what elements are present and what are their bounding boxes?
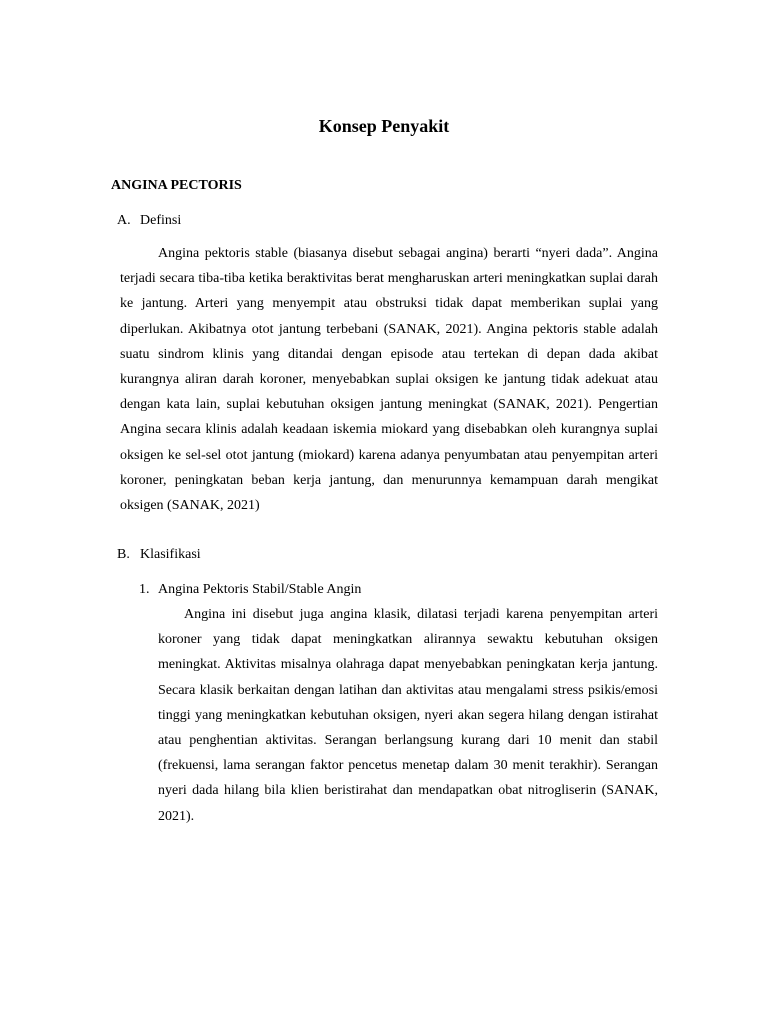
section-b-label: Klasifikasi xyxy=(140,547,201,562)
definition-paragraph: Angina pektoris stable (biasanya disebut sebagai angina) berarti “nyeri dada”. Angina terjadi secara tiba-tiba ketika beraktivitas berat mengharuskan arteri meningkatkan suplai darah ke jantung. Arteri yang menyempit atau obstruksi tidak dapat memberikan suplai yang diperlukan. Akibatnya otot jantung terbebani (SANAK, 2021). Angina pektoris stable adalah suatu sindrom klinis yang ditandai dengan episode atau tertekan di depan dada akibat kurangnya aliran darah koroner, menyebabkan suplai oksigen ke jantung tidak adekuat atau dengan kata lain, suplai kebutuhan oksigen jantung meningkat (SANAK, 2021). Pengertian Angina secara klinis adalah keadaan iskemia miokard yang disebabkan oleh kurangnya suplai oksigen ke sel-sel otot jantung (miokard) karena adanya penyumbatan atau penyempitan arteri koroner, peningkatan beban kerja jantung, dan menurunnya kemampuan darah mengikat oksigen (SANAK, 2021) xyxy=(120,246,658,514)
section-a-label: Definsi xyxy=(140,213,182,228)
list-item-1-heading xyxy=(139,582,361,598)
list-item-1-paragraph: Angina ini disebut juga angina klasik, dilatasi terjadi karena penyempitan arteri koroner yang tidak dapat meningkatkan alirannya sewaktu kebutuhan oksigen meningkat. Aktivitas misalnya olahraga dapat menyebabkan peningkatan kerja jantung. Secara klasik berkaitan dengan latihan dan aktivitas atau mengalami stress psikis/emosi tinggi yang meningkatkan kebutuhan oksigen, nyeri akan segera hilang dengan istirahat atau penghentian aktivitas. Serangan berlangsung kurang dari 10 menit dan stabil (frekuensi, lama serangan faktor pencetus menetap dalam 30 menit terakhir). Serangan nyeri dada hilang bila klien beristirahat dan mendapatkan obat nitrogliserin (SANAK, 2021). xyxy=(158,607,658,824)
section-heading: ANGINA PECTORIS xyxy=(111,178,242,193)
page-title: Konsep Penyakit xyxy=(318,116,450,136)
section-a-heading xyxy=(117,213,181,229)
list-item-1-label: Angina Pektoris Stabil/Stable Angin xyxy=(158,582,362,597)
section-a-marker: A. xyxy=(117,213,131,228)
list-item-1-marker: 1. xyxy=(139,582,150,597)
section-b-marker: B. xyxy=(117,547,130,562)
section-b-heading xyxy=(117,547,201,563)
